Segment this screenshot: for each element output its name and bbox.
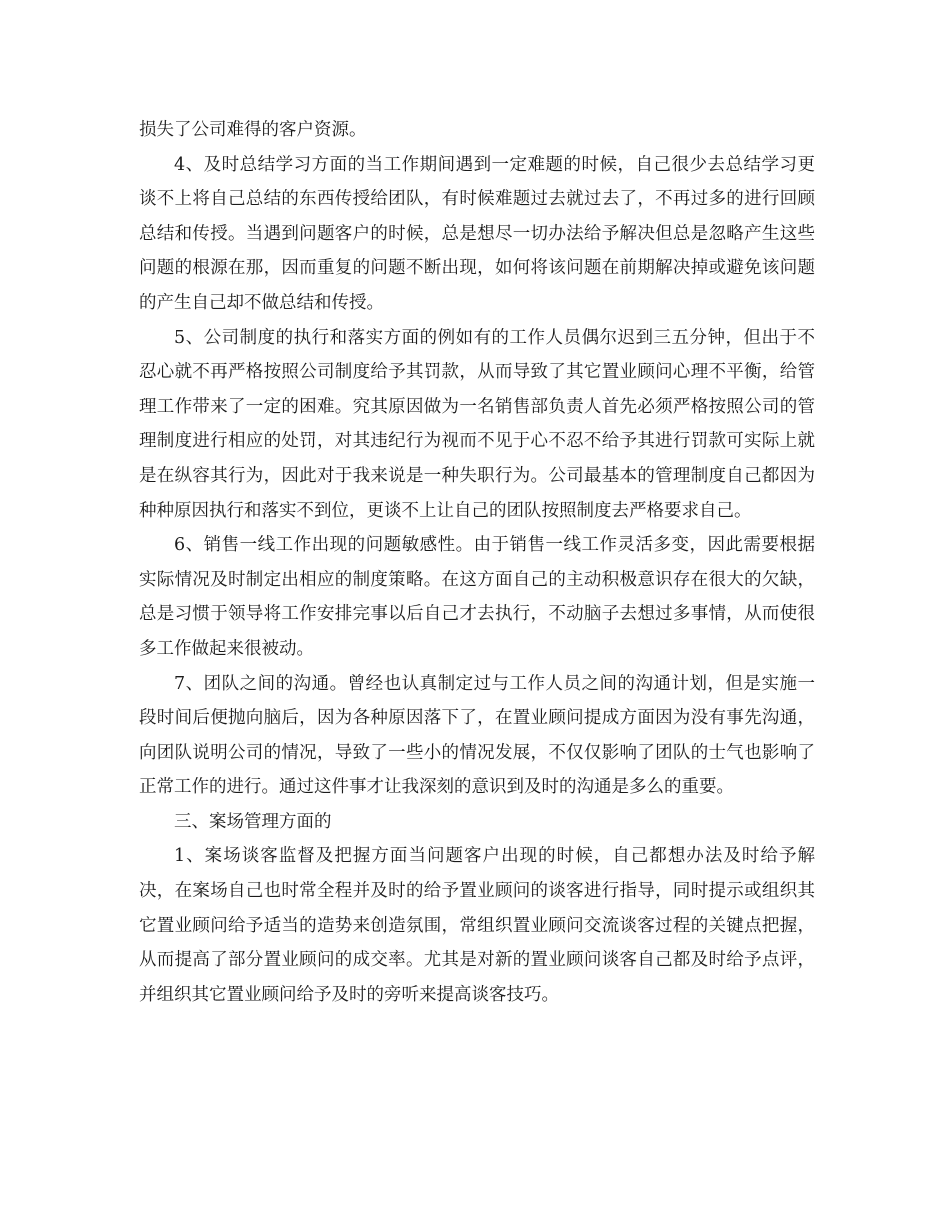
section-heading-site-management: 三、案场管理方面的 (174, 811, 332, 832)
document-body (139, 113, 815, 1012)
paragraph-item-4-summary-learning: 4、及时总结学习方面的当工作期间遇到一定难题的时候，自己很少去总结学习更谈不上将自己总结的东西传授给团队，有时候难题过去就过去了，不再过多的进行回顾总结和传授。当遇到问题客户的时候，总是想尽一切办法给予解决但总是忽略产生这些问题的根源在那，因而重复的问题不断出现，如何将该问题在前期解决掉或避免该问题的产生自己却不做总结和传授。 (139, 154, 815, 313)
paragraph-continuation: 损失了公司难得的客户资源。 (139, 120, 367, 140)
paragraph-item-6-sales-sensitivity: 6、销售一线工作出现的问题敏感性。由于销售一线工作灵活多变，因此需要根据实际情况及时制定出相应的制度策略。在这方面自己的主动积极意识存在很大的欠缺，总是习惯于领导将工作安排完事以后自己才去执行，不动脑子去想过多事情，从而使很多工作做起来很被动。 (139, 535, 815, 659)
paragraph-item-7-team-communication: 7、团队之间的沟通。曾经也认真制定过与工作人员之间的沟通计划，但是实施一段时间后便抛向脑后，因为各种原因落下了，在置业顾问提成方面因为没有事先沟通，向团队说明公司的情况，导致了一些小的情况发展，不仅仅影响了团队的士气也影响了正常工作的进行。通过这件事才让我深刻的意识到及时的沟通是多么的重要。 (139, 673, 815, 798)
paragraph-item-1-client-supervision: 1、案场谈客监督及把握方面当问题客户出现的时候，自己都想办法及时给予解决，在案场自己也时常全程并及时的给予置业顾问的谈客进行指导，同时提示或组织其它置业顾问给予适当的造势来创造氛围，常组织置业顾问交流谈客过程的关键点把握，从而提高了部分置业顾问的成交率。尤其是对新的置业顾问谈客自己都及时给予点评，并组织其它置业顾问给予及时的旁听来提高谈客技巧。 (139, 846, 815, 1005)
paragraph-item-5-company-policy: 5、公司制度的执行和落实方面的例如有的工作人员偶尔迟到三五分钟，但出于不忍心就不再严格按照公司制度给予其罚款，从而导致了其它置业顾问心理不平衡，给管理工作带来了一定的困难。究其原因做为一名销售部负责人首先必须严格按照公司的管理制度进行相应的处罚，对其违纪行为视而不见于心不忍不给予其进行罚款可实际上就是在纵容其行为，因此对于我来说是一种失职行为。公司最基本的管理制度自己都因为种种原因执行和落实不到位，更谈不上让自己的团队按照制度去严格要求自己。 (139, 327, 815, 521)
